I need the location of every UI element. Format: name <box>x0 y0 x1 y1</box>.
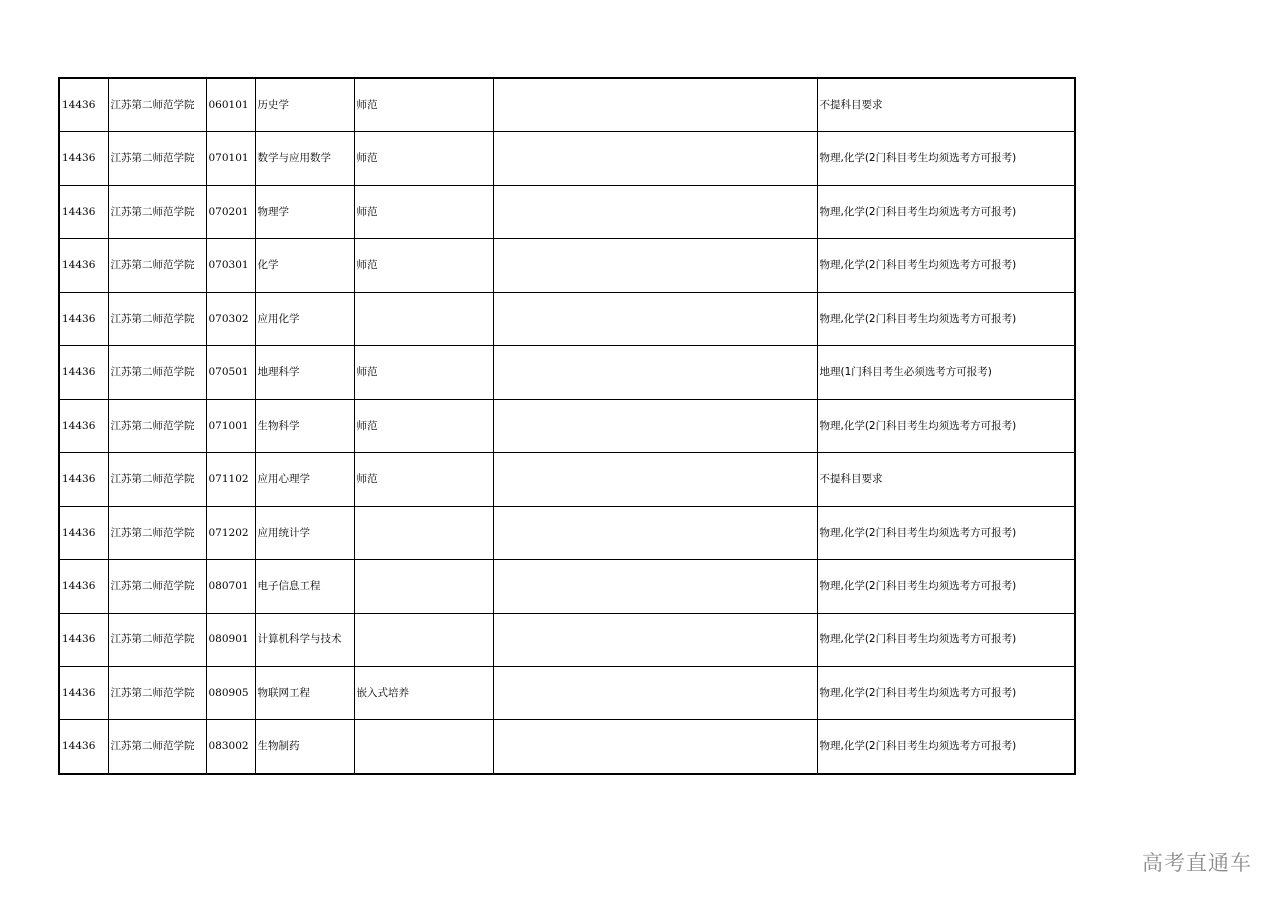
requirement-cell: 物理,化学(2门科目考生均须选考方可报考) <box>817 560 1075 613</box>
major-code-cell: 071001 <box>206 399 255 452</box>
table-row <box>59 185 1075 238</box>
school-code-cell: 14436 <box>59 132 108 185</box>
requirement-cell: 物理,化学(2门科目考生均须选考方可报考) <box>817 399 1075 452</box>
requirement-cell: 地理(1门科目考生必须选考方可报考) <box>817 346 1075 399</box>
major-code-cell: 070101 <box>206 132 255 185</box>
school-code-cell: 14436 <box>59 292 108 345</box>
major-code-cell: 080701 <box>206 560 255 613</box>
requirement-cell: 物理,化学(2门科目考生均须选考方可报考) <box>817 720 1075 774</box>
major-name-cell: 历史学 <box>255 78 354 132</box>
table-row <box>59 346 1075 399</box>
school-code-cell: 14436 <box>59 185 108 238</box>
school-code-cell: 14436 <box>59 613 108 666</box>
major-name-cell: 数学与应用数学 <box>255 132 354 185</box>
note-cell <box>354 506 493 559</box>
major-name-cell: 化学 <box>255 239 354 292</box>
note-cell: 师范 <box>354 78 493 132</box>
table-row <box>59 613 1075 666</box>
note-cell: 师范 <box>354 453 493 506</box>
school-code-cell: 14436 <box>59 78 108 132</box>
major-code-cell: 071202 <box>206 506 255 559</box>
extra-cell <box>493 506 817 559</box>
requirement-cell: 不提科目要求 <box>817 453 1075 506</box>
requirement-cell: 物理,化学(2门科目考生均须选考方可报考) <box>817 506 1075 559</box>
table-row <box>59 720 1075 774</box>
extra-cell <box>493 453 817 506</box>
table-row <box>59 132 1075 185</box>
school-code-cell: 14436 <box>59 346 108 399</box>
table-row <box>59 239 1075 292</box>
school-name-cell: 江苏第二师范学院 <box>108 399 206 452</box>
extra-cell <box>493 132 817 185</box>
school-name-cell: 江苏第二师范学院 <box>108 506 206 559</box>
note-cell <box>354 613 493 666</box>
table-row <box>59 453 1075 506</box>
table-row <box>59 560 1075 613</box>
extra-cell <box>493 239 817 292</box>
major-code-cell: 070302 <box>206 292 255 345</box>
school-name-cell: 江苏第二师范学院 <box>108 453 206 506</box>
watermark-text: 高考直通车 <box>1142 851 1252 875</box>
major-code-cell: 070301 <box>206 239 255 292</box>
school-code-cell: 14436 <box>59 506 108 559</box>
extra-cell <box>493 78 817 132</box>
school-code-cell: 14436 <box>59 560 108 613</box>
school-name-cell: 江苏第二师范学院 <box>108 346 206 399</box>
note-cell: 师范 <box>354 185 493 238</box>
major-name-cell: 应用统计学 <box>255 506 354 559</box>
table-row <box>59 399 1075 452</box>
school-name-cell: 江苏第二师范学院 <box>108 560 206 613</box>
requirement-cell: 物理,化学(2门科目考生均须选考方可报考) <box>817 292 1075 345</box>
note-cell: 师范 <box>354 399 493 452</box>
major-name-cell: 物理学 <box>255 185 354 238</box>
requirement-cell: 物理,化学(2门科目考生均须选考方可报考) <box>817 185 1075 238</box>
school-name-cell: 江苏第二师范学院 <box>108 239 206 292</box>
note-cell <box>354 292 493 345</box>
extra-cell <box>493 399 817 452</box>
table-row <box>59 506 1075 559</box>
school-code-cell: 14436 <box>59 399 108 452</box>
school-name-cell: 江苏第二师范学院 <box>108 78 206 132</box>
major-name-cell: 应用心理学 <box>255 453 354 506</box>
major-name-cell: 物联网工程 <box>255 666 354 719</box>
school-code-cell: 14436 <box>59 720 108 774</box>
major-code-cell: 060101 <box>206 78 255 132</box>
table-row <box>59 666 1075 719</box>
major-code-cell: 083002 <box>206 720 255 774</box>
table-row <box>59 292 1075 345</box>
note-cell <box>354 560 493 613</box>
requirement-cell: 物理,化学(2门科目考生均须选考方可报考) <box>817 666 1075 719</box>
note-cell <box>354 720 493 774</box>
school-name-cell: 江苏第二师范学院 <box>108 613 206 666</box>
extra-cell <box>493 346 817 399</box>
major-name-cell: 电子信息工程 <box>255 560 354 613</box>
extra-cell <box>493 720 817 774</box>
school-code-cell: 14436 <box>59 666 108 719</box>
major-name-cell: 生物制药 <box>255 720 354 774</box>
school-code-cell: 14436 <box>59 239 108 292</box>
major-name-cell: 计算机科学与技术 <box>255 613 354 666</box>
extra-cell <box>493 292 817 345</box>
requirement-cell: 物理,化学(2门科目考生均须选考方可报考) <box>817 613 1075 666</box>
requirements-table <box>58 77 1076 775</box>
note-cell: 师范 <box>354 346 493 399</box>
major-code-cell: 070501 <box>206 346 255 399</box>
major-name-cell: 地理科学 <box>255 346 354 399</box>
major-code-cell: 071102 <box>206 453 255 506</box>
major-code-cell: 080905 <box>206 666 255 719</box>
extra-cell <box>493 560 817 613</box>
note-cell: 嵌入式培养 <box>354 666 493 719</box>
note-cell: 师范 <box>354 239 493 292</box>
requirement-cell: 不提科目要求 <box>817 78 1075 132</box>
note-cell: 师范 <box>354 132 493 185</box>
requirement-cell: 物理,化学(2门科目考生均须选考方可报考) <box>817 132 1075 185</box>
school-name-cell: 江苏第二师范学院 <box>108 185 206 238</box>
school-name-cell: 江苏第二师范学院 <box>108 292 206 345</box>
table-row <box>59 78 1075 132</box>
extra-cell <box>493 666 817 719</box>
extra-cell <box>493 185 817 238</box>
major-code-cell: 070201 <box>206 185 255 238</box>
school-name-cell: 江苏第二师范学院 <box>108 720 206 774</box>
major-name-cell: 生物科学 <box>255 399 354 452</box>
school-code-cell: 14436 <box>59 453 108 506</box>
table-body <box>59 78 1075 774</box>
major-name-cell: 应用化学 <box>255 292 354 345</box>
school-name-cell: 江苏第二师范学院 <box>108 132 206 185</box>
major-code-cell: 080901 <box>206 613 255 666</box>
school-name-cell: 江苏第二师范学院 <box>108 666 206 719</box>
extra-cell <box>493 613 817 666</box>
requirement-cell: 物理,化学(2门科目考生均须选考方可报考) <box>817 239 1075 292</box>
